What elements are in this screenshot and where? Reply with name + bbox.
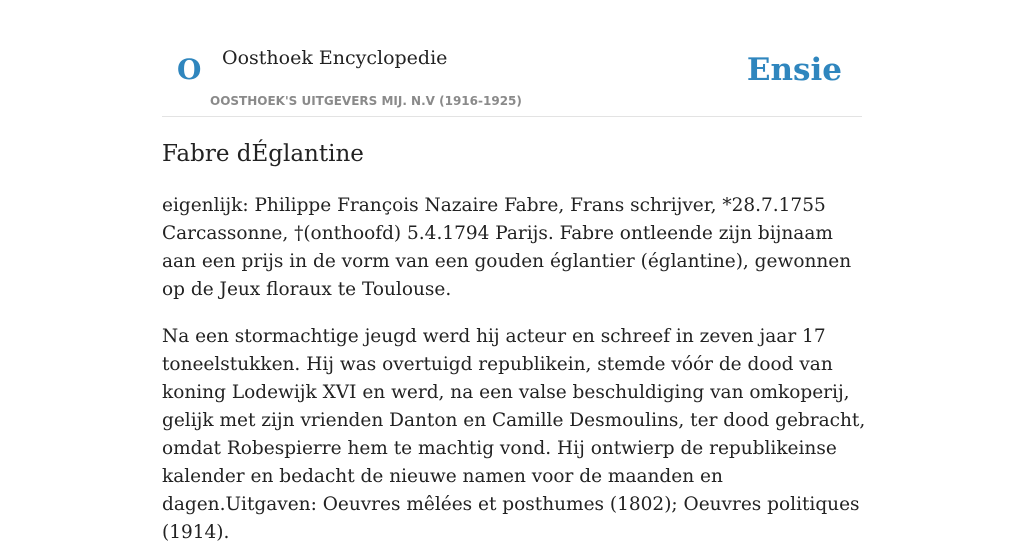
- article-title: Fabre dÉglantine: [162, 141, 364, 167]
- article-paragraph: Na een stormachtige jeugd werd hij acteur en schreef in zeven jaar 17 toneelstukken. Hij was overtuigd republikein, stemde vóór de dood van koning Lodewijk XVI en werd, na een valse beschuldiging van omkoperij, gelijk met zijn vrienden Danton en Camille Desmoulins, ter dood gebracht, omdat Robespierre hem te machtig vond. Hij ontwierp de republikeinse kalender en bedacht de nieuwe namen voor de maanden en dagen.Uitgaven: Oeuvres mêlées et posthumes (1802); Oeuvres politiques (1914).: [162, 326, 866, 543]
- site-header: [162, 34, 862, 117]
- article: [162, 136, 867, 547]
- ensie-logo-link[interactable]: Ensie: [746, 52, 842, 88]
- logo-letter[interactable]: O: [177, 53, 202, 86]
- publisher-label: OOSTHOEK'S UITGEVERS MIJ. N.V (1916-1925): [210, 94, 522, 108]
- article-paragraph: eigenlijk: Philippe François Nazaire Fabre, Frans schrijver, *28.7.1755 Carcassonne, †(onthoofd) 5.4.1794 Parijs. Fabre ontleende zijn bijnaam aan een prijs in de vorm van een gouden églantier (églantine), gewonnen op de Jeux floraux te Toulouse.: [162, 195, 852, 300]
- site-title[interactable]: Oosthoek Encyclopedie: [222, 47, 448, 69]
